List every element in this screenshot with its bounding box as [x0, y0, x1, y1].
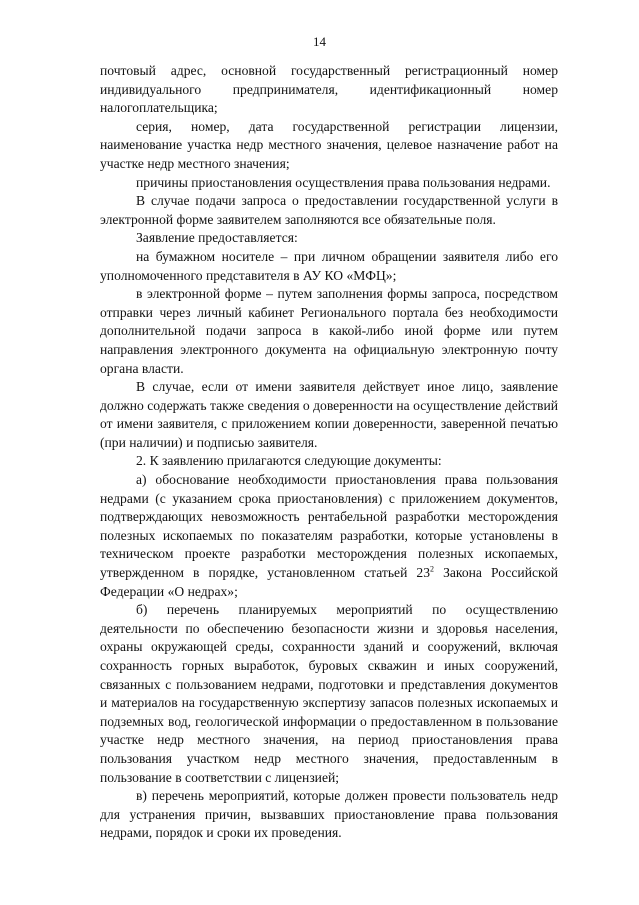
paragraph-attachments: 2. К заявлению прилагаются следующие документы:	[136, 453, 442, 469]
paragraph-item-a	[100, 471, 558, 601]
item-a-text-end: Закона Российской Федерации «О недрах»;	[100, 565, 558, 599]
paragraph-reasons: причины приостановления осуществления права пользования недрами.	[136, 174, 551, 190]
paragraph-license: серия, номер, дата государственной регистрации лицензии, наименование участка недр местного значения, целевое назначение работ на участке недр местного значения;	[100, 118, 558, 171]
page-number: 14	[313, 34, 326, 49]
paragraph-electronic-form: в электронной форме – путем заполнения формы запроса, посредством отправки через личный кабинет Регионального портала без необходимости дополнительной подачи запроса в какой-либо иной форме или путем направления электронного документа на официальную электронную почту органа власти.	[100, 286, 558, 376]
document-body	[100, 62, 558, 843]
paragraph-proxy: В случае, если от имени заявителя действует иное лицо, заявление должно содержать также сведения о доверенности на осуществление действий от имени заявителя, с приложением копии доверенности, заверенной печатью (при наличии) и подписью заявителя.	[100, 379, 558, 450]
paragraph-electronic-request: В случае подачи запроса о предоставлении государственной услуги в электронной форме заявителем заполняются все обязательные поля.	[100, 193, 558, 227]
paragraph-address: почтовый адрес, основной государственный регистрационный номер индивидуального предпринимателя, идентификационный номер налогоплательщика;	[100, 63, 558, 116]
paragraph-submission: Заявление предоставляется:	[136, 230, 298, 246]
paragraph-paper: на бумажном носителе – при личном обращении заявителя либо его уполномоченного представителя в АУ КО «МФЦ»;	[100, 248, 558, 283]
paragraph-item-b: б) перечень планируемых мероприятий по осуществлению деятельности по обеспечению безопасности жизни и здоровья населения, охраны окружающей среды, сохранности зданий и сооружений, включая сохранность горных выработок, буровых скважин и иных сооружений, связанных с пользованием недрами, подготовки и представления документов и материалов на государственную экспертизу запасов полезных ископаемых и подземных вод, геологической информации о предоставленном в пользование участке недр местного значения, на период приостановления права пользования участком недр местного значения, предоставленным в пользование в соответствии с лицензией;	[100, 602, 558, 785]
item-a-superscript: 2	[430, 564, 435, 574]
item-a-text: а) обоснование необходимости приостановления права пользования недрами (с указанием срока приостановления) с приложением документов, подтверждающих невозможность рентабельной разработки месторождения полезных ископаемых по показателям разработки, которые установлены в техническом проекте разработки месторождения полезных ископаемых, утвержденном в порядке, установленном статьей 23	[100, 472, 558, 581]
paragraph-item-v: в) перечень мероприятий, которые должен провести пользователь недр для устранения причин, вызвавших приостановление права пользования недрами, порядок и сроки их проведения.	[100, 788, 558, 841]
